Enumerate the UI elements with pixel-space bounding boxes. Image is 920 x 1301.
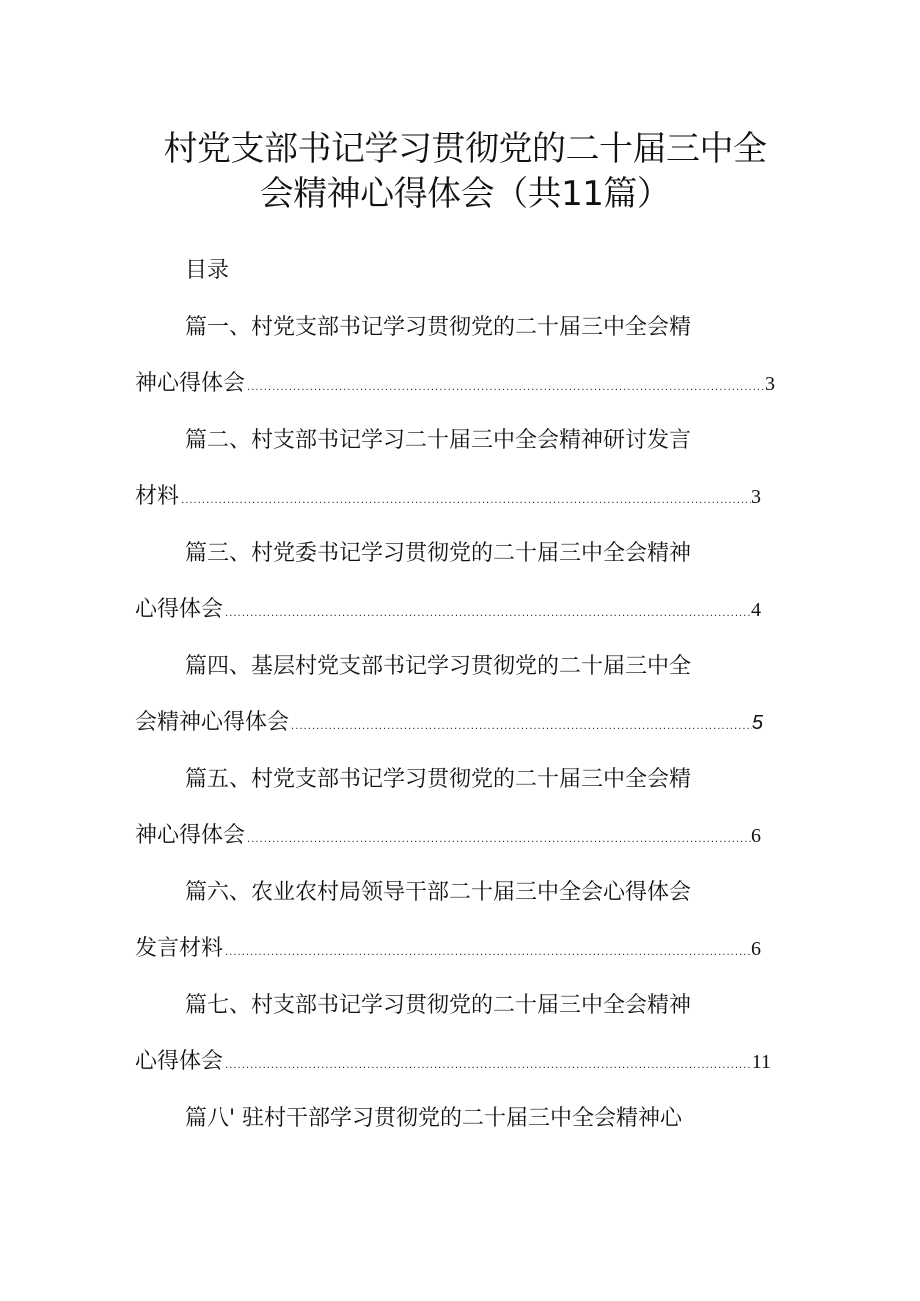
toc-entry-title: 篇六、农业农村局领导干部二十届三中全会心得体会 <box>185 880 692 905</box>
toc-page-number: 6 <box>751 938 761 960</box>
toc-entry-continuation <box>135 819 761 857</box>
toc-entry-title: 篇二、村支部书记学习二十届三中全会精神研讨发言 <box>185 428 692 453</box>
toc-entry-title-cont: 神心得体会 <box>135 823 246 848</box>
toc-entry-title-cont: 神心得体会 <box>135 371 246 396</box>
toc-entry-continuation <box>135 480 761 518</box>
toc-page-number: 6 <box>751 825 761 847</box>
toc-entry-title-cont: 心得体会 <box>135 597 224 622</box>
toc-leader-dots <box>223 1049 752 1083</box>
toc-leader-dots <box>245 371 765 405</box>
toc-entry-title: 篇一、村党支部书记学习贯彻党的二十届三中全会精 <box>185 315 692 340</box>
toc-leader-dots <box>223 597 751 631</box>
toc-leader-dots <box>289 710 752 744</box>
toc-page-number: 5 <box>751 712 763 734</box>
toc-entry-title: 篇七、村支部书记学习贯彻党的二十届三中全会精神 <box>185 993 692 1018</box>
document-title-line1: 村党支部书记学习贯彻党的二十届三中全 <box>163 129 767 169</box>
toc-leader-dots <box>245 823 751 857</box>
toc-leader-dots <box>223 936 751 970</box>
toc-heading: 目录 <box>185 258 230 283</box>
toc-entry-title-cont: 发言材料 <box>135 936 224 961</box>
toc-entry-continuation <box>135 593 761 631</box>
toc-entry-continuation <box>135 367 775 405</box>
toc-entry-continuation <box>135 706 763 744</box>
toc-page-number: 4 <box>751 599 761 621</box>
toc-entry-title: 篇五、村党支部书记学习贯彻党的二十届三中全会精 <box>185 767 692 792</box>
toc-entry-title-cont: 心得体会 <box>135 1049 224 1074</box>
document-title-line2: 会精神心得体会（共11篇） <box>259 174 671 214</box>
toc-entry-continuation <box>135 1045 771 1083</box>
toc-entry-title: 篇三、村党委书记学习贯彻党的二十届三中全会精神 <box>185 541 692 566</box>
toc-entry-title-cont: 会精神心得体会 <box>135 710 290 735</box>
toc-entry-title: 篇四、基层村党支部书记学习贯彻党的二十届三中全 <box>185 654 692 679</box>
toc-entry-title: 篇八' 驻村干部学习贯彻党的二十届三中全会精神心 <box>185 1106 683 1131</box>
toc-page-number: 3 <box>751 486 761 508</box>
toc-entry-continuation <box>135 932 761 970</box>
toc-page-number: 11 <box>751 1051 771 1073</box>
toc-entry-title-cont: 材料 <box>135 484 180 509</box>
toc-leader-dots <box>179 484 751 518</box>
toc-page-number: 3 <box>765 373 775 395</box>
